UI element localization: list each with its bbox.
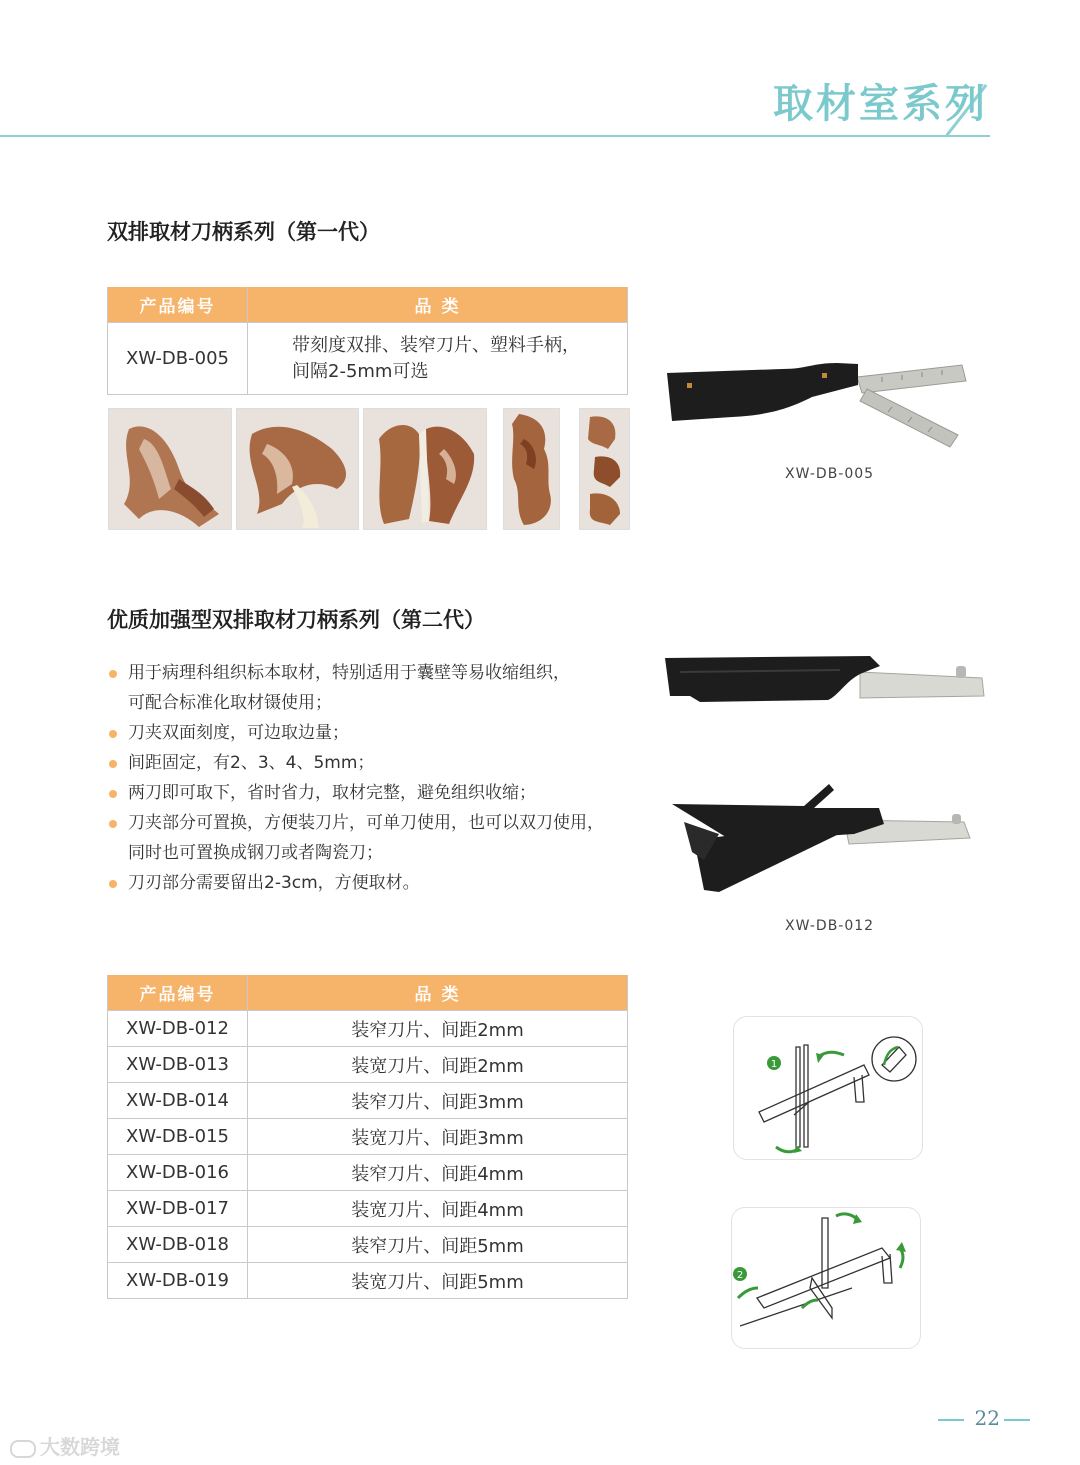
list-item-text: 间距固定，有2、3、4、5mm； (128, 753, 375, 773)
watermark-logo-icon (10, 1440, 36, 1458)
page-number-rule (938, 1419, 964, 1421)
product-desc: 装宽刀片、间距3mm (248, 1119, 628, 1155)
product-code: XW-DB-005 (108, 323, 248, 395)
list-item-text: 用于病理科组织标本取材，特别适用于囊壁等易收缩组织， (128, 663, 570, 683)
product-desc: 装宽刀片、间距4mm (248, 1191, 628, 1227)
table-header-code: 产品编号 (108, 287, 248, 323)
page-title: 取材室系列 (773, 81, 988, 127)
list-item-text: 同时也可置换成钢刀或者陶瓷刀； (128, 843, 383, 863)
watermark (10, 1431, 120, 1460)
product-desc-line: 带刻度双排、装窄刀片、塑料手柄， (292, 334, 580, 356)
product-code: XW-DB-017 (108, 1191, 248, 1227)
product-code: XW-DB-019 (108, 1263, 248, 1299)
list-item-text: 刀夹部分可置换，方便装刀片，可单刀使用，也可以双刀使用， (128, 813, 604, 833)
tissue-sample-photo (579, 408, 630, 530)
product-code: XW-DB-012 (108, 1011, 248, 1047)
product-desc: 装窄刀片、间距4mm (248, 1155, 628, 1191)
table-row (108, 1263, 628, 1299)
section1-title: 双排取材刀柄系列（第一代） (107, 220, 380, 244)
table-header-desc: 品 类 (248, 287, 628, 323)
table-row (108, 1155, 628, 1191)
section2-title: 优质加强型双排取材刀柄系列（第二代） (107, 608, 485, 632)
step-number: 2 (736, 1270, 744, 1281)
table-row (108, 1047, 628, 1083)
list-item (107, 868, 667, 898)
product-desc: 装窄刀片、间距5mm (248, 1227, 628, 1263)
knife-handle-xw-db-005-image (662, 355, 972, 455)
product-code: XW-DB-013 (108, 1047, 248, 1083)
table-row (108, 1011, 628, 1047)
knife-handle-xw-db-012-open-image (664, 782, 974, 902)
table-row (108, 1191, 628, 1227)
page-number-rule (1004, 1419, 1030, 1421)
product-caption: XW-DB-012 (785, 918, 875, 934)
tissue-sample-photo (503, 408, 560, 530)
product-desc: 装窄刀片、间距2mm (248, 1011, 628, 1047)
table-row (108, 323, 628, 395)
header-rule (0, 135, 990, 137)
tissue-sample-photo (236, 408, 359, 530)
product-desc: 装窄刀片、间距3mm (248, 1083, 628, 1119)
product-code: XW-DB-015 (108, 1119, 248, 1155)
product-desc: 装宽刀片、间距2mm (248, 1047, 628, 1083)
step-number: 1 (770, 1059, 778, 1070)
product-desc-line: 间隔2-5mm可选 (292, 360, 429, 382)
list-item (107, 778, 667, 808)
product-caption: XW-DB-005 (785, 466, 875, 482)
list-item (107, 748, 667, 778)
tissue-sample-photo (363, 408, 487, 530)
product-code: XW-DB-014 (108, 1083, 248, 1119)
assembly-diagram-step-2 (731, 1207, 921, 1349)
list-item (107, 808, 667, 868)
knife-handle-xw-db-012-closed-image (660, 652, 988, 710)
table-header-desc: 品 类 (248, 975, 628, 1011)
table-row (108, 1227, 628, 1263)
section2-spec-table (107, 975, 628, 1299)
table-header-code: 产品编号 (108, 975, 248, 1011)
product-desc (248, 323, 628, 395)
list-item-text: 两刀即可取下，省时省力，取材完整，避免组织收缩； (128, 783, 536, 803)
watermark-text: 大数跨境 (40, 1435, 120, 1459)
page-number: 22 (974, 1406, 1000, 1430)
product-desc: 装宽刀片、间距5mm (248, 1263, 628, 1299)
assembly-diagram-step-1 (733, 1016, 923, 1160)
product-code: XW-DB-018 (108, 1227, 248, 1263)
list-item-text: 刀刃部分需要留出2-3cm，方便取材。 (128, 873, 420, 893)
table-row (108, 1083, 628, 1119)
list-item (107, 718, 667, 748)
list-item (107, 658, 667, 718)
list-item-text: 可配合标准化取材镊使用； (128, 693, 332, 713)
tissue-sample-photo (108, 408, 232, 530)
product-code: XW-DB-016 (108, 1155, 248, 1191)
section1-spec-table (107, 287, 628, 395)
feature-list (107, 658, 667, 898)
table-row (108, 1119, 628, 1155)
list-item-text: 刀夹双面刻度，可边取边量； (128, 723, 349, 743)
